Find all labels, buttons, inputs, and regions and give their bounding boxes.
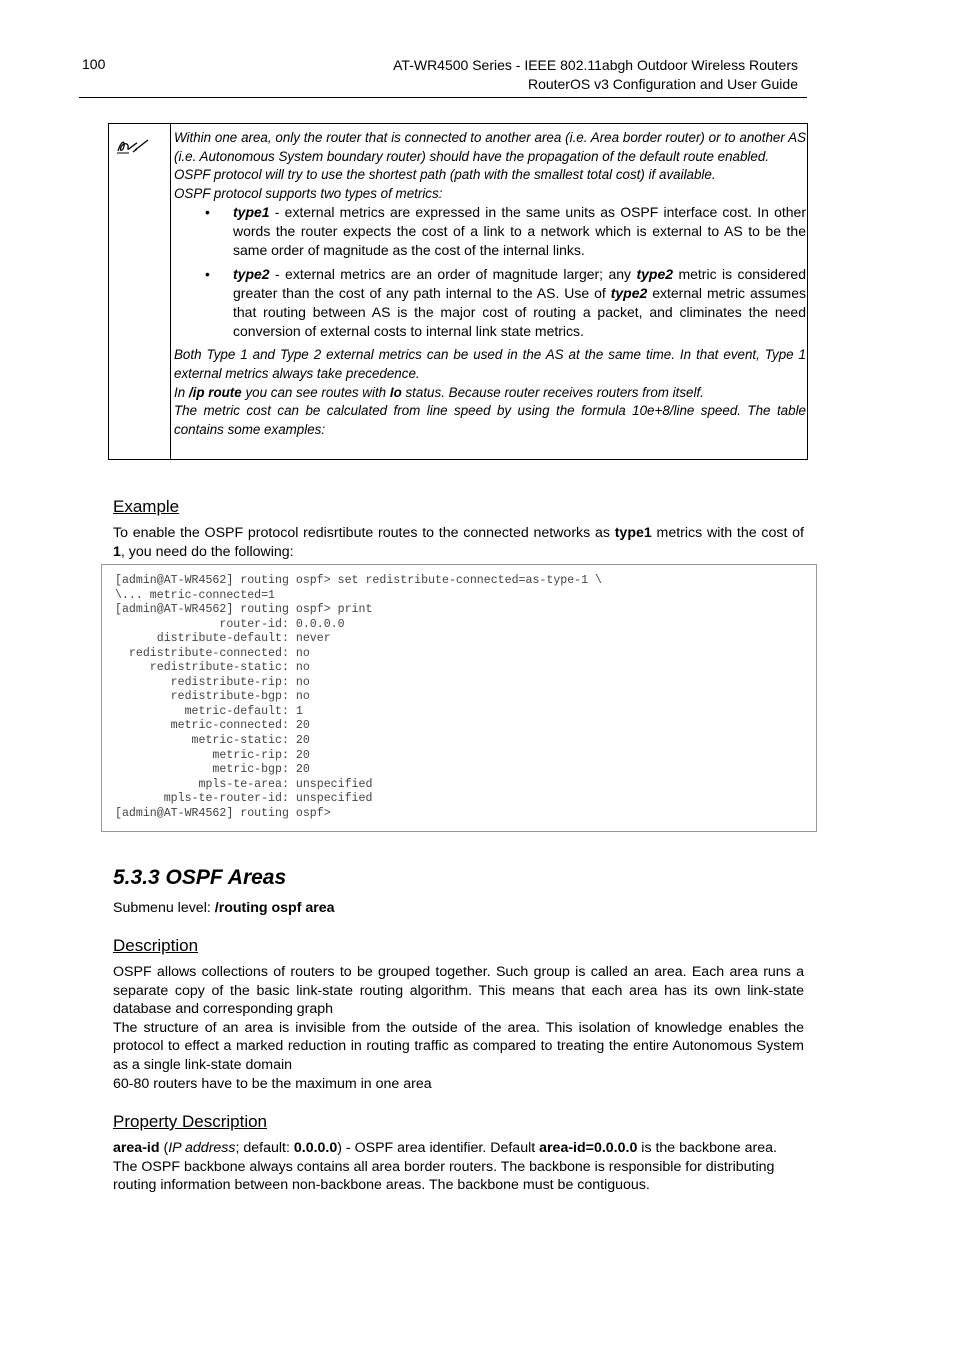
bullet-icon: • bbox=[205, 204, 210, 221]
note-paragraph bbox=[174, 384, 806, 403]
property-text: ; default: bbox=[235, 1140, 294, 1156]
property-name: area-id bbox=[113, 1140, 160, 1156]
description-paragraph: OSPF allows collections of routers to be grouped together. Such group is called an area. Each area runs a separate copy of the basic link-state routing algorithm. This means that each area has its own link-state database and corresponding graph bbox=[113, 964, 804, 1018]
running-header-line1: AT-WR4500 Series - IEEE 802.11abgh Outdoor Wireless Routers bbox=[393, 57, 798, 73]
property-text: ) - OSPF area identifier. Default bbox=[337, 1140, 540, 1156]
property-default: 0.0.0.0 bbox=[293, 1140, 338, 1156]
description-paragraph: The structure of an area is invisible from the outside of the area. This isolation of knowledge enables the protocol to effect a marked reduction in routing traffic as compared to treating the entire Autonomous System as a single link-state domain bbox=[113, 1019, 804, 1073]
metric-term: type1 bbox=[233, 204, 270, 221]
property-bold: area-id=0.0.0.0 bbox=[539, 1140, 638, 1156]
example-bold: type1 bbox=[614, 525, 652, 541]
property-type: IP address bbox=[168, 1140, 236, 1156]
metric-term: type2 bbox=[233, 266, 270, 283]
note-icon-cell bbox=[109, 124, 171, 459]
example-text-part: , you need do the following: bbox=[120, 543, 294, 560]
note-paragraph: OSPF protocol will try to use the shortest path (path with the smallest total cost) if available. bbox=[174, 167, 716, 183]
property-description bbox=[113, 1139, 804, 1195]
list-item bbox=[174, 203, 806, 260]
property-text: ( bbox=[159, 1140, 169, 1156]
list-item-text: - external metrics are expressed in the same units as OSPF interface cost. In other words the router expects the cost of a link to a network which is external to AS to be the same order of magnitude as the cost of the internal links. bbox=[233, 204, 806, 259]
code-block bbox=[101, 564, 817, 832]
example-text-part: metrics with the cost of bbox=[651, 525, 804, 541]
example-text bbox=[113, 524, 804, 561]
note-paragraph: Within one area, only the router that is connected to another area (i.e. Area border router) or to another AS (i.e. Autonomous System boundary router) should have the propagation of the default route enabled. bbox=[174, 130, 806, 164]
description-heading: Description bbox=[113, 936, 199, 955]
running-header bbox=[393, 56, 798, 94]
metric-term: type2 bbox=[636, 266, 674, 283]
note-text: you can see routes with bbox=[241, 384, 390, 400]
header-rule bbox=[79, 97, 807, 98]
bullet-icon: • bbox=[205, 266, 210, 283]
property-text: is the backbone area. The OSPF backbone always contains all area border routers. The backbone is responsible for distributing routing information between non-backbone areas. The backbone must be contiguous. bbox=[113, 1140, 777, 1194]
note-text: status. Because router receives routers from itself. bbox=[401, 384, 704, 400]
submenu-level bbox=[113, 900, 335, 916]
note-paragraph: Both Type 1 and Type 2 external metrics can be used in the AS at the same time. In that event, Type 1 external metrics always take precedence. bbox=[174, 347, 806, 381]
submenu-label: Submenu level: bbox=[113, 900, 215, 916]
description-paragraph: 60-80 routers have to be the maximum in one area bbox=[113, 1075, 432, 1092]
command-path: /ip route bbox=[188, 384, 242, 400]
list-item bbox=[174, 265, 806, 341]
metric-term: type2 bbox=[610, 285, 648, 302]
note-text: In bbox=[174, 384, 189, 400]
note-body bbox=[174, 129, 806, 439]
running-header-line2: RouterOS v3 Configuration and User Guide bbox=[527, 76, 798, 92]
page-number: 100 bbox=[82, 56, 106, 72]
list-item-text: metric is considered greater than the cost of any path internal to the AS. Use of bbox=[233, 266, 806, 302]
note-paragraph: The metric cost can be calculated from line speed by using the formula 10e+8/line speed. The table contains some examples: bbox=[174, 403, 806, 437]
description-body bbox=[113, 963, 804, 1093]
note-box bbox=[108, 123, 808, 460]
note-paragraph: OSPF protocol supports two types of metrics: bbox=[174, 185, 443, 201]
console-output: [admin@AT-WR4562] routing ospf> set redistribute-connected=as-type-1 \ \... metric-connected=1 [admin@AT-WR4562] routing ospf> print router-id: 0.0.0.0 distribute-default: never redistribute-connected: no redistribute-static: no redistribute-rip: no redistribute-bgp: no metric-default: 1 metric-connected: 20 metric-static: 20 metric-rip: 20 metric-bgp: 20 mpls-te-area: unspecified mpls-te-router-id: unspecified [admin@AT-WR4562] routing ospf> bbox=[115, 574, 603, 820]
metric-type-list bbox=[174, 203, 806, 341]
example-heading: Example bbox=[113, 497, 180, 516]
route-flag: Io bbox=[389, 384, 402, 400]
pen-note-icon bbox=[115, 136, 151, 156]
list-item-text: - external metrics are an order of magnitude larger; any bbox=[269, 266, 637, 283]
section-title: 5.3.3 OSPF Areas bbox=[113, 866, 287, 889]
list-item-text: external metric assumes that routing between AS is the major cost of routing a packet, and climinates the need conversion of external costs to internal link state metrics. bbox=[233, 285, 806, 340]
example-text-part: To enable the OSPF protocol redisrtibute routes to the connected networks as bbox=[113, 525, 615, 541]
submenu-path: /routing ospf area bbox=[214, 900, 335, 916]
property-heading: Property Description bbox=[113, 1112, 268, 1131]
example-bold: 1 bbox=[113, 543, 121, 560]
